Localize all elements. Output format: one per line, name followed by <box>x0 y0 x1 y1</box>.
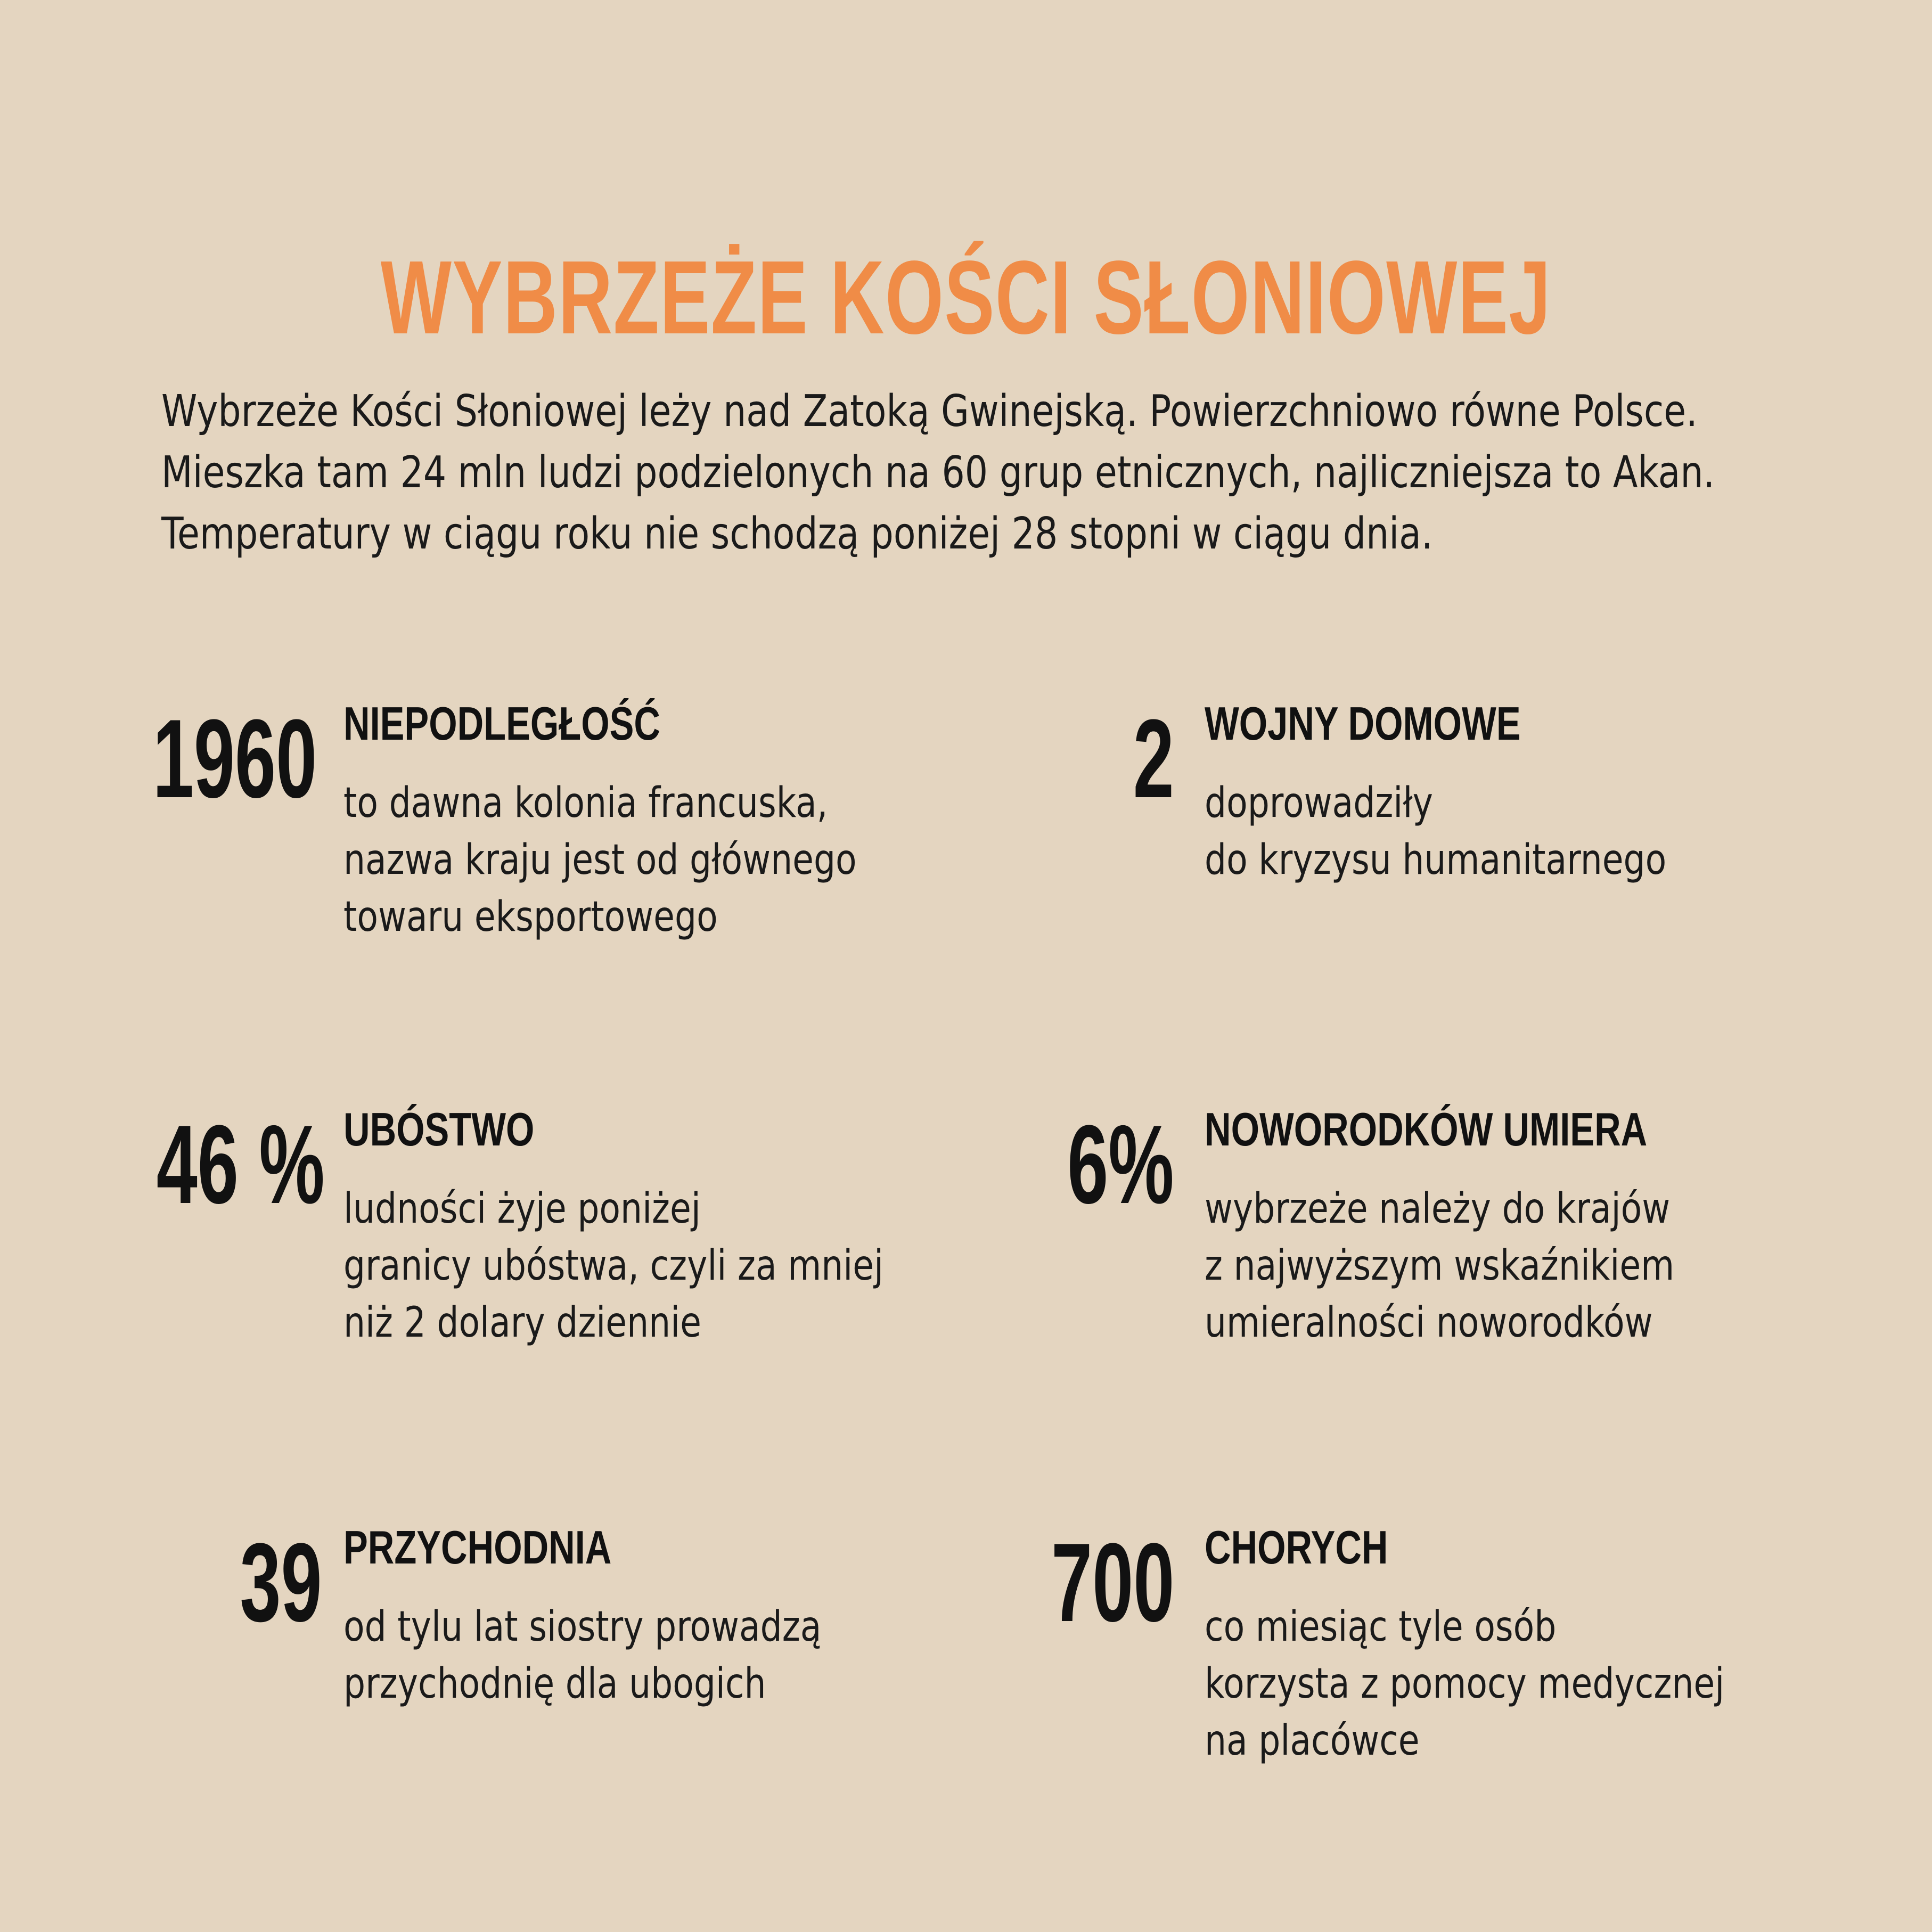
stat-heading: NIEPODLEGŁOŚĆ <box>343 697 660 750</box>
stat-number: 46 % <box>157 1102 325 1227</box>
stat-description-line: wybrzeże należy do krajów <box>1205 1185 1671 1233</box>
intro-line: Wybrzeże Kości Słoniowej leży nad Zatoką Gwinejską. Powierzchniowo równe Polsce. <box>161 386 1698 437</box>
stat-number: 2 <box>1133 696 1174 821</box>
stat-number: 39 <box>240 1520 322 1645</box>
stat-number: 700 <box>1051 1520 1174 1645</box>
stat-description-line: niż 2 dolary dziennie <box>343 1299 702 1347</box>
stat-description-line: doprowadziły <box>1205 779 1434 827</box>
stat-description-line: z najwyższym wskaźnikiem <box>1205 1242 1675 1290</box>
stat-description-line: granicy ubóstwa, czyli za mniej <box>343 1242 884 1290</box>
page-title: WYBRZEŻE KOŚCI SŁONIOWEJ <box>380 239 1552 356</box>
stat-heading: WOJNY DOMOWE <box>1205 697 1521 750</box>
stat-number: 6% <box>1067 1102 1174 1227</box>
stat-number: 1960 <box>152 696 317 821</box>
intro-line: Temperatury w ciągu roku nie schodzą poniżej 28 stopni w ciągu dnia. <box>161 509 1433 559</box>
stat-description <box>1205 1181 1674 1352</box>
stat-description-line: to dawna kolonia francuska, <box>343 779 828 827</box>
stat-description-line: na placówce <box>1205 1717 1420 1765</box>
stat-description-line: towaru eksportowego <box>343 893 718 941</box>
stat-description-line: ludności żyje poniżej <box>343 1185 701 1233</box>
intro-line: Mieszka tam 24 mln ludzi podzielonych na 60 grup etnicznych, najliczniejsza to Akan. <box>161 447 1715 498</box>
intro-paragraph <box>161 381 1812 564</box>
stat-description-line: co miesiąc tyle osób <box>1205 1603 1557 1651</box>
stat-description-line: nazwa kraju jest od głównego <box>343 836 857 884</box>
stat-heading: PRZYCHODNIA <box>343 1521 612 1574</box>
stat-description-line: umieralności noworodków <box>1205 1299 1653 1347</box>
stat-description-line: od tylu lat siostry prowadzą <box>343 1603 822 1651</box>
stat-heading: CHORYCH <box>1205 1521 1388 1574</box>
stat-description <box>1205 1599 1724 1770</box>
stat-description <box>343 775 857 946</box>
stat-description-line: do kryzysu humanitarnego <box>1205 836 1667 884</box>
stat-description <box>343 1599 821 1713</box>
stat-heading: NOWORODKÓW UMIERA <box>1205 1103 1648 1156</box>
stat-description <box>343 1181 883 1352</box>
stat-heading: UBÓSTWO <box>343 1103 535 1156</box>
stat-description-line: korzysta z pomocy medycznej <box>1205 1660 1725 1708</box>
stat-description-line: przychodnię dla ubogich <box>343 1660 766 1708</box>
stat-description <box>1205 775 1666 889</box>
